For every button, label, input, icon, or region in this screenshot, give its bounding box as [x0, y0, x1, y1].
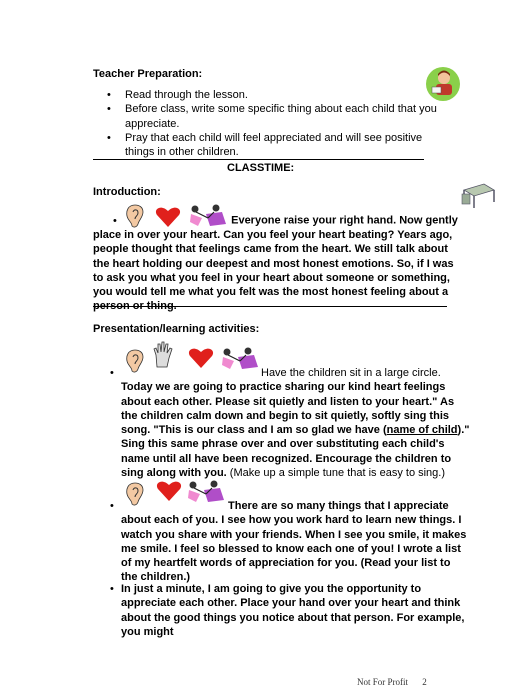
footer-label: Not For Profit: [357, 677, 409, 687]
bullet: •: [113, 214, 117, 227]
heart-icon: [188, 347, 214, 369]
presentation-item-2: • There are so many things that I appreciate about each of you. I see how you work hard to learn new things. I watch you share with your friends. When I see you smile, it makes me smile. I feel so blessed to know each one of you! I wrote a list of my heartfelt words of appreciation for you. (Read your list to the children.): [110, 478, 468, 585]
introduction-heading: Introduction:: [93, 186, 161, 198]
teacher-prep-heading: Teacher Preparation:: [93, 68, 203, 80]
list-item: • Before class, write some specific thing about each child that you appreciate.: [107, 103, 437, 130]
hand-icon: [152, 341, 174, 369]
teacher-prep-list: [107, 88, 437, 159]
presentation-item-3: • In just a minute, I am going to give you the opportunity to appreciate each other. Place your hand over your heart and think about the good things you notice about that person. For example, you might: [110, 583, 465, 638]
heart-icon: [155, 206, 181, 228]
child-name-placeholder: name of child: [386, 424, 458, 437]
ear-icon: [124, 349, 146, 373]
presentation-heading: Presentation/learning activities:: [93, 323, 260, 335]
intro-icons: [124, 204, 228, 228]
presentation-item-1: • Have the children sit in a large circle. Today we are going to practice sharing our kind heart feelings about each other. Please sit quietly and listen to your heart." As the children calm down and begin to sit quietly, softly sing this song. "This is our class and I am so glad we have (name of child)." Sing this same phrase over and over substituting each child's name until all have been recognized. Encourage the children to sing along with you. (Make up a simple tune that is easy to sing.): [110, 347, 470, 480]
ear-icon: [124, 482, 146, 506]
section-divider: [93, 306, 447, 307]
children-icon: [188, 204, 228, 228]
children-icon: [186, 480, 226, 504]
heart-icon: [156, 480, 182, 502]
ear-icon: [124, 204, 146, 228]
section-divider: [93, 159, 424, 160]
list-item: • Read through the lesson.: [107, 89, 248, 101]
page-footer: [357, 675, 427, 689]
introduction-paragraph: • Everyone raise your right hand. Now gently place in over your heart. Can you feel your heart beating? Years ago, people thought that feelings came from the heart. We still talk about the heart holding our deepest and most honest emotions. So, if I was to ask you what you feel in your heart about someone or something, you would tell me what you felt was the most honest feeling about a person or thing.: [93, 204, 467, 314]
children-icon: [220, 347, 260, 371]
page-number: 2: [422, 677, 427, 687]
classtime-heading: CLASSTIME:: [227, 162, 295, 174]
list-item: • Pray that each child will feel appreciated and will see positive things in other children.: [107, 131, 423, 159]
